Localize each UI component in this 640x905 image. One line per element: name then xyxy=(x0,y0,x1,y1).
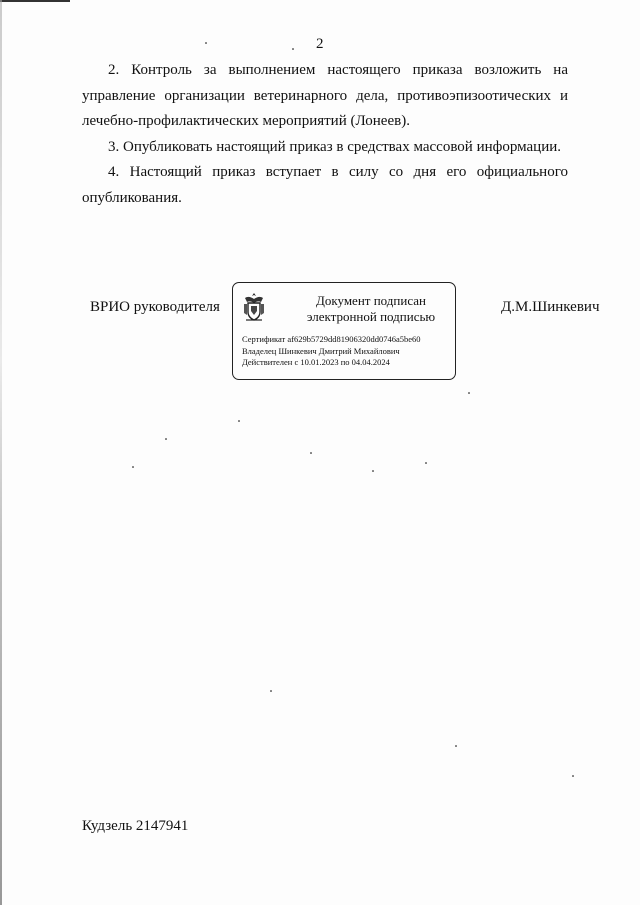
stamp-title-line: Документ подписан xyxy=(316,293,426,308)
scan-edge xyxy=(0,0,70,2)
scan-speck xyxy=(165,438,167,440)
scan-speck xyxy=(238,420,240,422)
certificate-number: Сертификат af629b5729dd81906320dd0746a5be60 xyxy=(242,334,421,344)
stamp-title-line: электронной подписью xyxy=(306,309,436,324)
scan-speck xyxy=(572,775,574,777)
certificate-validity: Действителен с 10.01.2023 по 04.04.2024 xyxy=(242,357,390,367)
page-number: 2 xyxy=(316,36,324,52)
executor-note: Кудзель 2147941 xyxy=(82,818,189,834)
stamp-title xyxy=(289,293,453,325)
scan-speck xyxy=(292,48,294,50)
scan-speck xyxy=(270,690,272,692)
signatory-name: Д.М.Шинкевич xyxy=(501,299,600,315)
scan-edge xyxy=(0,0,2,905)
scan-speck xyxy=(132,466,134,468)
order-paragraph-3: 3. Опубликовать настоящий приказ в средствах массовой информации. xyxy=(108,138,562,155)
scan-speck xyxy=(425,462,427,464)
coat-of-arms-icon xyxy=(241,291,267,323)
scan-speck xyxy=(455,745,457,747)
scan-speck xyxy=(468,392,470,394)
electronic-signature-stamp xyxy=(232,282,456,380)
order-paragraph-2: 2. Контроль за выполнением настоящего приказа возложить на управление организации ветеринарного дела, противоэпизоотических и лечебно-профилактических мероприятий (Лонеев). xyxy=(82,62,568,129)
scan-speck xyxy=(205,42,207,44)
order-body xyxy=(82,58,568,211)
stamp-details xyxy=(242,334,421,369)
signatory-role: ВРИО руководителя xyxy=(90,299,220,315)
certificate-owner: Владелец Шинкевич Дмитрий Михайлович xyxy=(242,345,400,356)
scan-speck xyxy=(372,470,374,472)
order-paragraph-4: 4. Настоящий приказ вступает в силу со дня его официального опубликования. xyxy=(82,164,568,206)
scan-speck xyxy=(310,452,312,454)
